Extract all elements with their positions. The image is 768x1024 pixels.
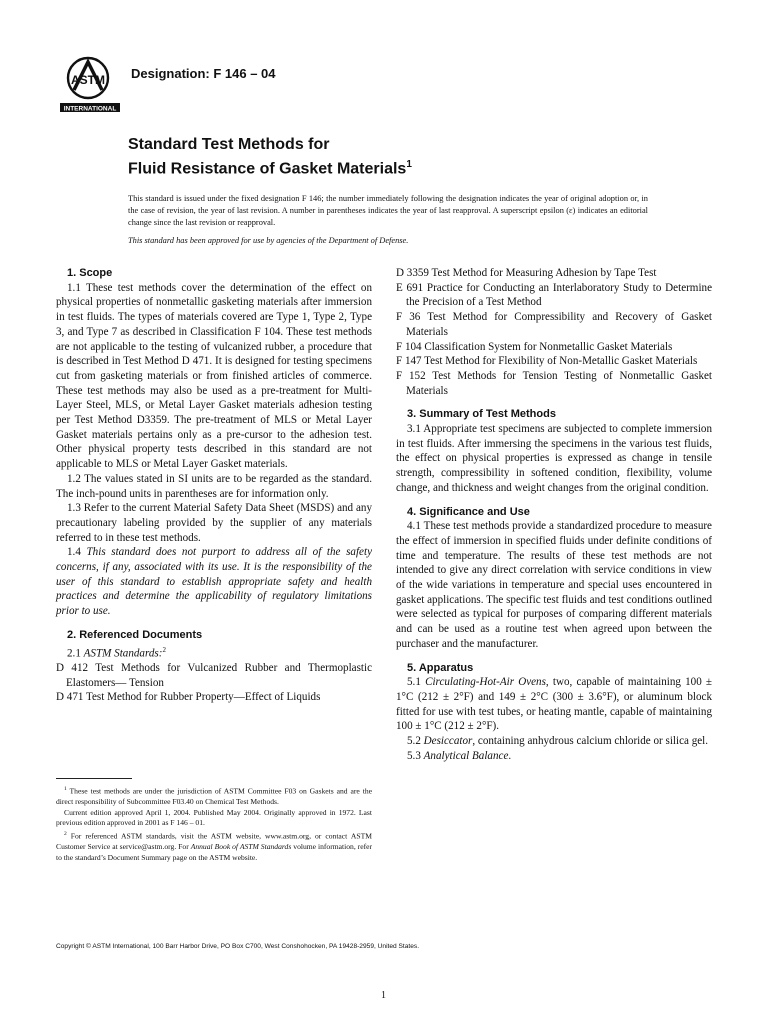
logo-subtext: INTERNATIONAL: [63, 105, 117, 113]
footnote-2-mark: 2: [64, 830, 67, 837]
issued-notice: This standard is issued under the fixed designation F 146; the number immediately following the designation indicates the year of original adoption or, in the case of revision, the year of last revision. A number in parentheses indicates the year of last reapproval. A superscript epsilon (ε) indicates an editorial change since the last revision or reapproval.: [128, 194, 648, 228]
ref-item: F 152 Test Methods for Tension Testing of Nonmetallic Gasket Materials: [396, 369, 712, 397]
astm-logo: [58, 52, 122, 116]
apparatus-5-2: [396, 734, 712, 749]
referenced-2-1-text: ASTM Standards:: [83, 647, 163, 660]
referenced-2-1: [56, 643, 372, 661]
footnote-1: [56, 784, 372, 808]
apparatus-5-2-term: Desiccator: [423, 735, 473, 748]
footnote-2-text-b: Annual Book of ASTM Standards: [190, 842, 292, 852]
apparatus-5-1-term: Circulating-Hot-Air Ovens: [425, 676, 546, 689]
apparatus-5-3: [396, 749, 712, 764]
apparatus-5-1-text: , two, capable of maintaining 100 ± 1°C (212 ± 2°F) and 149 ± 2°C (300 ± 3.6°F), or aluminum block fitted for use with test tubes, or heating mantle, capable of maintaining 100 ± 1°C (212 ± 2°F).: [396, 676, 712, 733]
left-column: [56, 266, 372, 705]
ref-item: F 104 Classification System for Nonmetallic Gasket Materials: [396, 340, 673, 353]
title-line-2-text: Fluid Resistance of Gasket Materials: [128, 160, 407, 178]
intro-notice: [128, 193, 648, 247]
apparatus-5-3-term: Analytical Balance: [423, 749, 509, 762]
right-column: [396, 266, 712, 764]
ref-item: D 412 Test Methods for Vulcanized Rubber and Thermoplastic Elastomers— Tension: [56, 661, 372, 689]
title-line-1: Standard Test Methods for: [128, 136, 330, 153]
scope-1-3: 1.3 Refer to the current Material Safety Data Sheet (MSDS) and any precautionary labeling provided by the supplier of any materials referred to in these test methods.: [56, 502, 372, 544]
apparatus-5-1: [396, 675, 712, 734]
designation: Designation: F 146 – 04: [131, 66, 276, 81]
page-number: 1: [381, 990, 386, 1001]
scope-1-2: 1.2 The values stated in SI units are to be regarded as the standard. The inch-pound units in parentheses are for information only.: [56, 472, 372, 500]
footnote-1-text: These test methods are under the jurisdiction of ASTM Committee F03 on Gaskets and are the direct responsibility of Subcommittee F03.40 on Chemical Test Methods.: [56, 786, 372, 807]
approval-notice: This standard has been approved for use by agencies of the Department of Defense.: [128, 235, 409, 245]
document-title: [128, 135, 412, 179]
logo-text: ASTM: [71, 73, 105, 87]
referenced-2-1-mark: 2: [162, 645, 166, 654]
ref-item: D 3359 Test Method for Measuring Adhesion by Tape Test: [396, 267, 657, 279]
footnote-2: [56, 829, 372, 863]
significance-heading: 4. Significance and Use: [407, 505, 530, 518]
ref-item: F 147 Test Method for Flexibility of Non-Metallic Gasket Materials: [396, 355, 698, 368]
significance-4-1: 4.1 These test methods provide a standardized procedure to measure the effect of immersion in specified fluids under definite conditions of time and temperature. The results of these test methods are not intended to give any direct correlation with service conditions in view of the wide variations in temperature and special uses encountered in gasket applications. The specific test fluids and test conditions outlined were selected as typical for purposes of comparing different materials and can be used as a routine test when agreed upon between the purchaser and the manufacturer.: [396, 520, 712, 650]
scope-heading: 1. Scope: [67, 267, 113, 279]
referenced-2-1-num: 2.1: [67, 647, 81, 660]
apparatus-5-2-num: 5.2: [407, 735, 421, 748]
apparatus-5-2-text: , containing anhydrous calcium chloride or silica gel.: [472, 735, 709, 748]
scope-1-4-num: 1.4: [67, 546, 81, 559]
apparatus-5-1-num: 5.1: [407, 676, 421, 689]
scope-1-4: [56, 545, 372, 619]
summary-heading: 3. Summary of Test Methods: [407, 408, 556, 421]
ref-item: F 36 Test Method for Compressibility and Recovery of Gasket Materials: [396, 311, 712, 338]
apparatus-5-3-text: .: [508, 749, 512, 762]
footnote-2-text-c: volume information, refer to the standard’s Document Summary page on the ASTM website.: [56, 842, 373, 862]
copyright-notice: Copyright © ASTM International, 100 Barr Harbor Drive, PO Box C700, West Conshohocken, PA 19428-2959, United States.: [56, 943, 420, 950]
footnote-1-edition: Current edition approved April 1, 2004. Published May 2004. Originally approved in 1972. Last previous edition approved in 2001 as F 146 – 01.: [56, 807, 372, 828]
footnotes: [56, 784, 372, 863]
footnote-1-mark: 1: [64, 786, 67, 792]
footnote-2-text-a: For referenced ASTM standards, visit the ASTM website, www.astm.org, or contact ASTM Customer Service at service@astm.org. For: [56, 831, 372, 852]
ref-item: E 691 Practice for Conducting an Interlaboratory Study to Determine the Precision of a Test Method: [396, 281, 712, 309]
ref-item: D 471 Test Method for Rubber Property—Effect of Liquids: [56, 691, 321, 704]
apparatus-5-3-num: 5.3: [407, 749, 421, 762]
title-line-2: [128, 155, 412, 179]
scope-1-1: 1.1 These test methods cover the determination of the effect on physical properties of nonmetallic gasketing materials after immersion in test fluids. The types of materials covered are Type 1, Type 2, Type 3, and Type 7 as described in Classification F 104. These test methods are not applicable to the testing of vulcanized rubber, a procedure that is described in Test Method D 471. It is designed for testing specimens cut from gasketing materials or from finished articles of commerce. These test methods may also be used as a pre-treatment for Multi-Layer Steel, MLS, or Metal Layer Gasket materials adhesion testing per Test Method D3359. The pre-treatment of MLS or Metal Layer Gasket materials pertains only as a pre-cursor to the adhesion test. Other physical property tests described in this standard are not applicable to MLS or Metal Layer Gasket materials.: [56, 281, 372, 471]
scope-1-4-text: This standard does not purport to address all of the safety concerns, if any, associated with its use. It is the responsibility of the user of this standard to establish appropriate safety and health practices and determine the applicability of regulatory limitations prior to use.: [56, 546, 372, 618]
footnote-divider: [56, 778, 132, 779]
title-footnote-mark: 1: [406, 159, 412, 170]
summary-3-1: 3.1 Appropriate test specimens are subjected to complete immersion in test fluids. After immersing the specimens in the various test fluids, the effect on physical properties is expressed as change in tensile strength, compressibility in softened condition, flexibility, volume change, and thickness and weight changes from the original condition.: [396, 423, 712, 494]
referenced-heading: 2. Referenced Documents: [67, 628, 203, 641]
apparatus-heading: 5. Apparatus: [407, 661, 474, 674]
